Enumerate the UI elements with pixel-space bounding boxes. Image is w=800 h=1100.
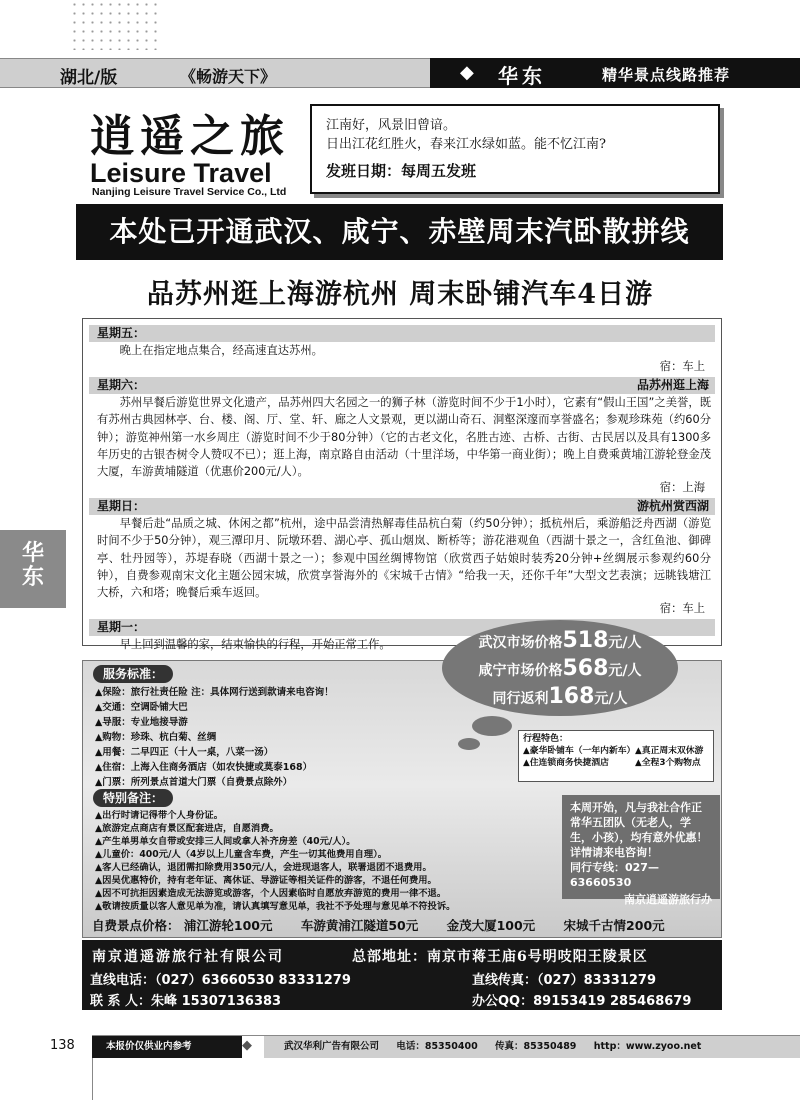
services-title: 服务标准：	[93, 665, 173, 683]
publisher-fax: 传真：85350489	[495, 1041, 577, 1052]
note-item: ▲客人已经确认，退团需扣除费用350元/人，会进现退客人，联署退团不退费用。	[95, 862, 432, 873]
header-right-bar	[430, 58, 800, 88]
price-unit: 元/人	[594, 691, 628, 707]
stay-sunday: 宿：车上	[659, 602, 705, 616]
notes-title: 特别备注：	[93, 789, 173, 807]
price-label: 咸宁市场价格	[478, 663, 563, 679]
services-list	[95, 685, 334, 790]
thought-bubble	[472, 716, 512, 736]
page-header	[0, 58, 800, 88]
day-label: 星期日：	[97, 499, 146, 514]
stay-friday: 宿：车上	[659, 360, 705, 374]
departure-schedule: 发班日期：每周五发班	[326, 162, 477, 180]
publisher-website[interactable]: http：www.zyoo.net	[593, 1041, 702, 1052]
price-wuhan	[442, 628, 678, 656]
feature-item: ▲豪华卧铺车（一年内新车）	[523, 746, 636, 756]
company-address: 总部地址：南京市蒋王庙6号明吱阳王陵景区	[352, 949, 648, 965]
diamond-arrow-icon: ◆	[242, 1038, 252, 1053]
service-item: ▲用餐：二早四正（十人一桌，八菜一汤）	[95, 747, 274, 758]
side-tab-char: 东	[21, 565, 44, 590]
features-box	[518, 730, 714, 782]
magazine-name: 《畅游天下》	[180, 67, 277, 86]
day-route: 品苏州逛上海	[636, 378, 709, 393]
day-label: 星期一：	[97, 620, 146, 635]
price-cloud	[442, 620, 678, 716]
price-rebate	[442, 684, 678, 712]
price-value: 168	[548, 684, 595, 709]
diamond-arrow-icon: ◆	[460, 62, 474, 83]
service-item: ▲保险：旅行社责任险 注：具体网行送到款请来电咨询！	[95, 687, 334, 698]
price-value: 568	[562, 656, 609, 681]
price-unit: 元/人	[608, 663, 642, 679]
region-side-tab	[0, 530, 66, 608]
header-left-bar	[0, 58, 430, 88]
service-item: ▲导服：专业地接导游	[95, 717, 188, 728]
day-label: 星期五：	[97, 326, 146, 340]
features-grid	[523, 745, 709, 769]
day-header-saturday	[89, 377, 715, 394]
day-body-friday: 晚上在指定地点集合，经高速直达苏州。	[119, 344, 323, 357]
selfpay-label: 自费景点价格：	[92, 918, 180, 933]
publisher-phone: 电话：85350400	[396, 1041, 478, 1052]
service-item: ▲购物：珍珠、杭白菊、丝绸	[95, 732, 217, 743]
note-item: ▲旅游定点商店有景区配套进店，自愿消费。	[95, 823, 279, 834]
contact-person: 联 系 人：朱峰 15307136383	[90, 994, 282, 1009]
service-item: ▲门票：所列景点首道大门票（自费景点除外）	[95, 777, 293, 788]
day-route: 游杭州赏西湖	[636, 499, 709, 514]
note-item: ▲因吴优惠特价，持有老年证、离休证、导游证等相关证件的游客，不退任何费用。	[95, 875, 437, 886]
side-tab-char: 华	[21, 541, 44, 566]
note-item: ▲出行时请记得带个人身份证。	[95, 810, 224, 821]
selfpay-prices	[92, 916, 718, 934]
logo-chinese: 逍遥之旅	[90, 111, 290, 162]
contact-block	[82, 940, 722, 1010]
service-item: ▲住宿：上海入住商务酒店（如农快捷或莫泰168）	[95, 762, 313, 773]
contact-qq: 办公QQ：89153419 285468679	[472, 994, 692, 1009]
selfpay-item: 浦江游轮100元	[183, 918, 273, 933]
itinerary	[82, 318, 722, 652]
poem-line-2: 日出江花红胜火，春来江水绿如蓝。能不忆江南?	[326, 137, 606, 152]
publisher-name: 武汉华利广告有限公司	[284, 1041, 380, 1052]
region-title: 华东	[498, 64, 546, 88]
feature-item: ▲真正周末双休游	[635, 746, 704, 756]
footer-disclaimer: 本报价仅供业内参考	[92, 1036, 242, 1058]
route-banner: 本处已开通武汉、咸宁、赤壁周末汽卧散拼线	[76, 204, 723, 260]
section-subtitle: 精华景点线路推荐	[602, 66, 731, 84]
price-value: 518	[562, 628, 609, 653]
company-name: 南京逍遥游旅行社有限公司	[92, 949, 284, 965]
note-item: ▲儿童价：400元/人（4岁以上儿童含车费，产生一切其他费用自理）。	[95, 849, 388, 860]
day-body-monday: 早上回到温馨的家，结束愉快的行程，开始正常工作。	[119, 638, 391, 652]
feature-item: ▲住连锁商务快捷酒店	[523, 758, 609, 768]
note-item: ▲敬请按质量以客人意见单为准，请认真填写意见单，我社不予处理与意见单不符投诉。	[95, 901, 456, 912]
day-label: 星期六：	[97, 378, 146, 393]
poem-line-1: 江南好，风景旧曾谙。	[326, 118, 457, 133]
features-title: 行程特色：	[523, 734, 569, 744]
promo-signature: 南京逍遥游旅行办	[624, 893, 712, 906]
day-header-sunday	[89, 498, 715, 515]
poem-box	[310, 104, 720, 194]
footer-bar	[92, 1035, 800, 1057]
price-unit: 元/人	[608, 635, 642, 651]
contact-phone: 直线电话：（027）63660530 83331279	[90, 973, 351, 988]
notes-list	[95, 809, 455, 913]
margin-line	[92, 1058, 93, 1100]
price-xianning	[442, 656, 678, 684]
thought-bubble	[458, 738, 480, 750]
promo-box	[562, 795, 720, 906]
day-header-friday	[89, 325, 715, 342]
day-body-sunday: 早餐后赴“品质之城、休闲之都”杭州，途中品尝清热解毒佳品杭白菊（约50分钟）；抵杭州后，乘游船泛舟西湖（游览时间不少于50分钟），观三潭印月、阮墩环碧、湖心亭、孤山烟岚、断桥等；游花港观鱼（西湖十景之一，含红鱼池、御碑亭、牡丹园等），苏堤春晓（西湖十景之一）；参观中国丝绸博物馆（欣赏西子姑娘时装秀20分钟+丝绸展示参观约60分钟），自费参观南宋文化主题公园宋城，欣赏享誉海外的《宋城千古情》“给我一天，还你千年”大型文艺表演；远眺钱塘江大桥，六和塔；晚餐后乘车返回。	[97, 517, 711, 600]
selfpay-item: 金茂大厦100元	[446, 918, 536, 933]
selfpay-item: 车游黄浦江隧道50元	[300, 918, 419, 933]
promo-hotline: 同行专线：027—63660530	[570, 861, 659, 889]
logo-company-name: Nanjing Leisure Travel Service Co., Ltd	[92, 186, 287, 198]
stay-saturday: 宿：上海	[659, 481, 705, 495]
price-label: 武汉市场价格	[478, 635, 563, 651]
note-item: ▲因不可抗拒因素造成无法游览或游客，个人因素临时自愿放弃游览的费用一律不退。	[95, 888, 447, 899]
page-number: 138	[50, 1038, 75, 1053]
feature-item: ▲全程3个购物点	[635, 758, 701, 768]
edition-label: 湖北/版	[60, 68, 118, 88]
logo-english: Leisure Travel	[90, 158, 272, 188]
selfpay-item: 宋城千古情200元	[563, 918, 665, 933]
corner-dot-pattern	[70, 0, 160, 50]
footer-publisher	[264, 1036, 800, 1058]
day-body-saturday: 苏州早餐后游览世界文化遗产，品苏州四大名园之一的狮子林（游览时间不少于1小时），它素有“假山王国”之美誉，既有苏州古典园林亭、台、楼、阁、厅、堂、轩、廊之人文景观，更以湖山奇石、洞壑深邃而享誉盛名；参观珍珠苑（约60分钟）；游览神州第一水乡周庄（游览时间不少于80分钟）（它的古老文化，名胜古迹、古桥、古街、古民居以及具有1300多年历史的古银杏树令人赞叹不已）；逛上海，南京路自由活动（十里洋场，中华第一商业街）；晚上自费乘黄埔江游轮登金茂大厦，车游黄埔隧道（优惠价200元/人）。	[97, 396, 711, 479]
price-label: 同行返利	[492, 691, 549, 707]
contact-fax: 直线传真：（027）83331279	[472, 973, 656, 988]
note-item: ▲产生单男单女自带或安排三人间或拿人补齐房差（40元/人）。	[95, 836, 356, 847]
promo-text: 本周开始，凡与我社合作正常华五团队（无老人，学生，小孩），均有意外优惠！详情请来电咨询！	[570, 801, 708, 859]
tour-title: 品苏州逛上海游杭州 周末卧铺汽车4日游	[146, 279, 654, 310]
service-item: ▲交通：空调卧铺大巴	[95, 702, 188, 713]
